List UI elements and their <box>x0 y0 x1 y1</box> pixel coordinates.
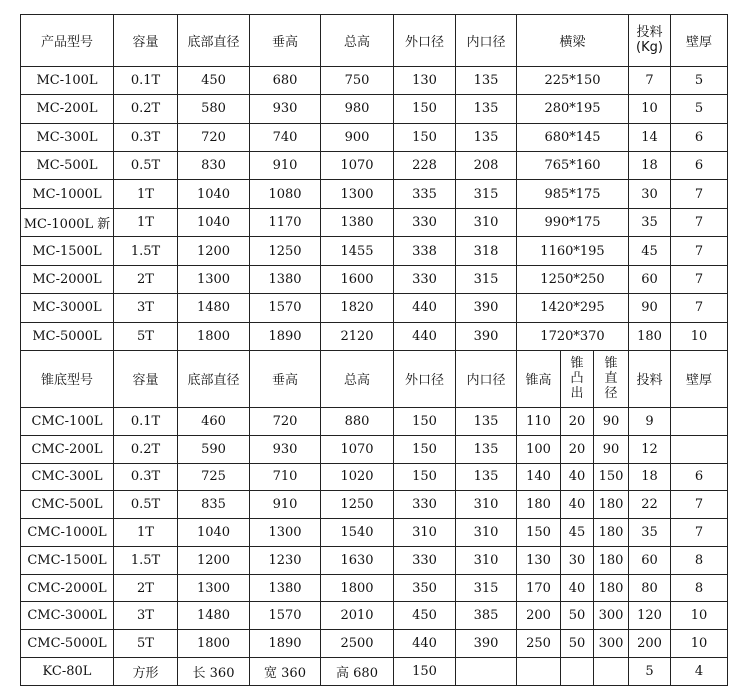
cell-inner: 135 <box>456 66 517 94</box>
cell-inner: 310 <box>456 491 517 519</box>
cell-inner: 315 <box>456 180 517 208</box>
cell-inner <box>456 658 517 686</box>
header-outer-diameter: 外口径 <box>394 15 456 67</box>
cell-vertical: 1380 <box>250 574 321 602</box>
cell-cone-h: 140 <box>517 463 561 491</box>
cell-inner: 390 <box>456 322 517 350</box>
cell-inner: 310 <box>456 546 517 574</box>
cell-wall: 7 <box>671 180 728 208</box>
cell-inner: 135 <box>456 463 517 491</box>
cell-cone-protrude: 50 <box>561 630 594 658</box>
table-row <box>21 180 728 208</box>
header-inner-diameter: 内口径 <box>456 15 517 67</box>
cell-outer: 335 <box>394 180 456 208</box>
cell-vertical: 910 <box>250 152 321 180</box>
cell-wall: 5 <box>671 66 728 94</box>
cell-inner: 390 <box>456 630 517 658</box>
cell-base-dia: 720 <box>178 123 250 151</box>
cell-total: 900 <box>321 123 394 151</box>
cell-feed: 90 <box>629 294 671 322</box>
cell-cone-protrude: 20 <box>561 435 594 463</box>
cell-outer: 310 <box>394 519 456 547</box>
cell-total: 1300 <box>321 180 394 208</box>
cell-capacity: 1.5T <box>114 546 178 574</box>
cell-total: 1600 <box>321 265 394 293</box>
cell-total: 1020 <box>321 463 394 491</box>
cell-vertical: 1380 <box>250 265 321 293</box>
cell-cone-h: 100 <box>517 435 561 463</box>
cell-vertical: 930 <box>250 95 321 123</box>
cell-cone-protrude: 40 <box>561 491 594 519</box>
cell-beam: 1160*195 <box>517 237 629 265</box>
cell-total: 1070 <box>321 435 394 463</box>
cell-wall: 6 <box>671 463 728 491</box>
cell-feed: 14 <box>629 123 671 151</box>
cell-inner: 310 <box>456 208 517 236</box>
header-cone-diameter <box>594 350 629 407</box>
cell-capacity: 1T <box>114 180 178 208</box>
cell-cone-h: 110 <box>517 407 561 435</box>
table-row <box>21 658 728 686</box>
cell-base-dia: 1800 <box>178 322 250 350</box>
cell-inner: 315 <box>456 574 517 602</box>
cell-wall: 5 <box>671 95 728 123</box>
cell-total: 1455 <box>321 237 394 265</box>
cell-base-dia: 835 <box>178 491 250 519</box>
cell-cone-h: 150 <box>517 519 561 547</box>
cell-outer: 350 <box>394 574 456 602</box>
cell-inner: 310 <box>456 519 517 547</box>
cell-feed: 18 <box>629 152 671 180</box>
cell-feed: 180 <box>629 322 671 350</box>
header-base-diameter: 底部直径 <box>178 15 250 67</box>
cell-vertical: 1300 <box>250 519 321 547</box>
cell-cone-dia: 300 <box>594 630 629 658</box>
cell-feed: 120 <box>629 602 671 630</box>
stacked-text: 锥 凸 出 <box>570 356 584 402</box>
header-capacity: 容量 <box>114 350 178 407</box>
cell-cone-dia: 180 <box>594 574 629 602</box>
cell-vertical: 1570 <box>250 294 321 322</box>
cell-beam: 1250*250 <box>517 265 629 293</box>
cell-inner: 315 <box>456 265 517 293</box>
cell-vertical: 1170 <box>250 208 321 236</box>
cell-beam: 765*160 <box>517 152 629 180</box>
cell-cone-protrude: 50 <box>561 602 594 630</box>
cell-total: 2120 <box>321 322 394 350</box>
cell-model: MC-1500L <box>21 237 114 265</box>
cell-outer: 330 <box>394 546 456 574</box>
cell-vertical: 1230 <box>250 546 321 574</box>
table-row <box>21 519 728 547</box>
cell-capacity: 0.2T <box>114 435 178 463</box>
cell-cone-dia: 300 <box>594 602 629 630</box>
cell-outer: 150 <box>394 407 456 435</box>
cell-base-dia: 1300 <box>178 574 250 602</box>
spec-table <box>20 14 728 686</box>
table-row <box>21 435 728 463</box>
cell-base-dia: 1480 <box>178 294 250 322</box>
header-feed: 投料 <box>629 350 671 407</box>
cell-total: 2010 <box>321 602 394 630</box>
table1-header-row <box>21 15 728 67</box>
cell-wall: 7 <box>671 519 728 547</box>
cell-model: CMC-500L <box>21 491 114 519</box>
header-total-height: 总高 <box>321 350 394 407</box>
cell-capacity: 3T <box>114 602 178 630</box>
cell-feed: 45 <box>629 237 671 265</box>
cell-vertical: 1250 <box>250 237 321 265</box>
table-row <box>21 574 728 602</box>
cell-wall: 10 <box>671 602 728 630</box>
cell-capacity: 2T <box>114 574 178 602</box>
cell-wall: 6 <box>671 123 728 151</box>
cell-capacity: 0.5T <box>114 491 178 519</box>
cell-outer: 338 <box>394 237 456 265</box>
cell-base-dia: 1480 <box>178 602 250 630</box>
cell-feed: 22 <box>629 491 671 519</box>
header-cone-protrude <box>561 350 594 407</box>
cell-feed: 35 <box>629 208 671 236</box>
cell-inner: 318 <box>456 237 517 265</box>
cell-wall: 6 <box>671 152 728 180</box>
table-row <box>21 152 728 180</box>
cell-outer: 330 <box>394 208 456 236</box>
cell-wall <box>671 435 728 463</box>
cell-cone-h: 200 <box>517 602 561 630</box>
table-row <box>21 123 728 151</box>
cell-wall: 7 <box>671 237 728 265</box>
table-row <box>21 265 728 293</box>
cell-total: 880 <box>321 407 394 435</box>
cell-outer: 150 <box>394 463 456 491</box>
cell-capacity: 5T <box>114 630 178 658</box>
cell-vertical: 930 <box>250 435 321 463</box>
header-outer-diameter: 外口径 <box>394 350 456 407</box>
table-row <box>21 491 728 519</box>
header-wall: 壁厚 <box>671 15 728 67</box>
cell-cone-protrude: 30 <box>561 546 594 574</box>
cell-base-dia: 580 <box>178 95 250 123</box>
cell-vertical: 1080 <box>250 180 321 208</box>
header-vertical-height: 垂高 <box>250 350 321 407</box>
cell-total: 1070 <box>321 152 394 180</box>
cell-inner: 135 <box>456 407 517 435</box>
cell-total: 2500 <box>321 630 394 658</box>
cell-vertical: 680 <box>250 66 321 94</box>
cell-inner: 135 <box>456 95 517 123</box>
cell-cone-h: 250 <box>517 630 561 658</box>
cell-feed: 30 <box>629 180 671 208</box>
cell-total: 高 680 <box>321 658 394 686</box>
cell-capacity: 1.5T <box>114 237 178 265</box>
table-row <box>21 407 728 435</box>
header-total-height: 总高 <box>321 15 394 67</box>
cell-model: MC-2000L <box>21 265 114 293</box>
cell-outer: 440 <box>394 630 456 658</box>
cell-vertical: 910 <box>250 491 321 519</box>
table-row <box>21 294 728 322</box>
cell-cone-protrude: 40 <box>561 463 594 491</box>
header-cone-height: 锥高 <box>517 350 561 407</box>
cell-base-dia: 1040 <box>178 519 250 547</box>
cell-capacity: 0.3T <box>114 123 178 151</box>
cell-vertical: 1890 <box>250 322 321 350</box>
cell-model: MC-300L <box>21 123 114 151</box>
header-wall: 壁厚 <box>671 350 728 407</box>
cell-base-dia: 1200 <box>178 237 250 265</box>
cell-model: KC-80L <box>21 658 114 686</box>
cell-wall: 7 <box>671 294 728 322</box>
cell-wall: 8 <box>671 574 728 602</box>
cell-feed: 10 <box>629 95 671 123</box>
cell-capacity: 1T <box>114 519 178 547</box>
cell-outer: 228 <box>394 152 456 180</box>
cell-total: 1630 <box>321 546 394 574</box>
cell-cone-h: 130 <box>517 546 561 574</box>
header-feed <box>629 15 671 67</box>
cell-cone-protrude <box>561 658 594 686</box>
cell-model: MC-200L <box>21 95 114 123</box>
cell-wall: 10 <box>671 322 728 350</box>
header-inner-diameter: 内口径 <box>456 350 517 407</box>
cell-feed: 35 <box>629 519 671 547</box>
header-cone-model: 锥底型号 <box>21 350 114 407</box>
cell-inner: 385 <box>456 602 517 630</box>
cell-cone-h <box>517 658 561 686</box>
header-vertical-height: 垂高 <box>250 15 321 67</box>
cell-wall <box>671 407 728 435</box>
cell-outer: 440 <box>394 322 456 350</box>
cell-feed: 80 <box>629 574 671 602</box>
cell-total: 750 <box>321 66 394 94</box>
cell-capacity: 0.5T <box>114 152 178 180</box>
cell-feed: 5 <box>629 658 671 686</box>
cell-model: CMC-300L <box>21 463 114 491</box>
cell-outer: 440 <box>394 294 456 322</box>
cell-inner: 208 <box>456 152 517 180</box>
table2-header-row <box>21 350 728 407</box>
cell-outer: 150 <box>394 435 456 463</box>
cell-model: CMC-100L <box>21 407 114 435</box>
cell-cone-protrude: 40 <box>561 574 594 602</box>
cell-capacity: 5T <box>114 322 178 350</box>
table-row <box>21 630 728 658</box>
cell-model: MC-100L <box>21 66 114 94</box>
table-row <box>21 66 728 94</box>
cell-total: 980 <box>321 95 394 123</box>
cell-wall: 8 <box>671 546 728 574</box>
cell-cone-dia <box>594 658 629 686</box>
cell-feed: 9 <box>629 407 671 435</box>
cell-beam: 680*145 <box>517 123 629 151</box>
cell-total: 1250 <box>321 491 394 519</box>
table-row <box>21 208 728 236</box>
cell-outer: 130 <box>394 66 456 94</box>
cell-base-dia: 1300 <box>178 265 250 293</box>
cell-beam: 985*175 <box>517 180 629 208</box>
header-base-diameter: 底部直径 <box>178 350 250 407</box>
cell-capacity: 方形 <box>114 658 178 686</box>
table-row <box>21 322 728 350</box>
header-capacity: 容量 <box>114 15 178 67</box>
cell-capacity: 3T <box>114 294 178 322</box>
table-row <box>21 95 728 123</box>
cell-model: CMC-200L <box>21 435 114 463</box>
cell-inner: 135 <box>456 435 517 463</box>
cell-total: 1800 <box>321 574 394 602</box>
cell-model: MC-5000L <box>21 322 114 350</box>
table-row <box>21 463 728 491</box>
cell-base-dia: 1200 <box>178 546 250 574</box>
cell-beam: 1420*295 <box>517 294 629 322</box>
cell-base-dia: 725 <box>178 463 250 491</box>
cell-vertical: 1570 <box>250 602 321 630</box>
cell-base-dia: 1800 <box>178 630 250 658</box>
cell-cone-h: 170 <box>517 574 561 602</box>
cell-capacity: 2T <box>114 265 178 293</box>
cell-model: CMC-2000L <box>21 574 114 602</box>
table-row <box>21 602 728 630</box>
cell-vertical: 710 <box>250 463 321 491</box>
cell-wall: 4 <box>671 658 728 686</box>
stacked-text: 锥 直 径 <box>604 356 618 402</box>
cell-outer: 330 <box>394 265 456 293</box>
cell-outer: 330 <box>394 491 456 519</box>
cell-outer: 150 <box>394 95 456 123</box>
cell-model: CMC-3000L <box>21 602 114 630</box>
cell-feed: 60 <box>629 265 671 293</box>
cell-cone-protrude: 20 <box>561 407 594 435</box>
cell-capacity: 1T <box>114 208 178 236</box>
cell-capacity: 0.1T <box>114 407 178 435</box>
cell-total: 1540 <box>321 519 394 547</box>
cell-capacity: 0.3T <box>114 463 178 491</box>
cell-cone-dia: 150 <box>594 463 629 491</box>
cell-inner: 135 <box>456 123 517 151</box>
cell-beam: 1720*370 <box>517 322 629 350</box>
cell-beam: 990*175 <box>517 208 629 236</box>
table-row <box>21 546 728 574</box>
cell-inner: 390 <box>456 294 517 322</box>
cell-cone-dia: 180 <box>594 491 629 519</box>
cell-wall: 7 <box>671 265 728 293</box>
cell-outer: 450 <box>394 602 456 630</box>
header-feed-line1: 投料 <box>636 25 663 41</box>
header-beam: 横梁 <box>517 15 629 67</box>
cell-base-dia: 1040 <box>178 180 250 208</box>
cell-feed: 60 <box>629 546 671 574</box>
cell-vertical: 宽 360 <box>250 658 321 686</box>
cell-base-dia: 长 360 <box>178 658 250 686</box>
cell-beam: 225*150 <box>517 66 629 94</box>
cell-model: CMC-1000L <box>21 519 114 547</box>
cell-feed: 18 <box>629 463 671 491</box>
cell-model: CMC-1500L <box>21 546 114 574</box>
cell-cone-dia: 90 <box>594 407 629 435</box>
cell-total: 1820 <box>321 294 394 322</box>
cell-model: MC-1000L <box>21 180 114 208</box>
cell-base-dia: 460 <box>178 407 250 435</box>
cell-model: MC-3000L <box>21 294 114 322</box>
cell-wall: 7 <box>671 208 728 236</box>
cell-base-dia: 830 <box>178 152 250 180</box>
cell-beam: 280*195 <box>517 95 629 123</box>
cell-cone-dia: 180 <box>594 546 629 574</box>
cell-outer: 150 <box>394 658 456 686</box>
cell-feed: 7 <box>629 66 671 94</box>
cell-cone-dia: 90 <box>594 435 629 463</box>
cell-wall: 10 <box>671 630 728 658</box>
cell-base-dia: 450 <box>178 66 250 94</box>
cell-base-dia: 1040 <box>178 208 250 236</box>
cell-vertical: 740 <box>250 123 321 151</box>
cell-outer: 150 <box>394 123 456 151</box>
cell-capacity: 0.2T <box>114 95 178 123</box>
cell-vertical: 1890 <box>250 630 321 658</box>
cell-capacity: 0.1T <box>114 66 178 94</box>
cell-total: 1380 <box>321 208 394 236</box>
header-model: 产品型号 <box>21 15 114 67</box>
cell-cone-dia: 180 <box>594 519 629 547</box>
cell-model: MC-1000L 新 <box>21 208 114 236</box>
cell-base-dia: 590 <box>178 435 250 463</box>
cell-vertical: 720 <box>250 407 321 435</box>
cell-cone-h: 180 <box>517 491 561 519</box>
cell-wall: 7 <box>671 491 728 519</box>
table-row <box>21 237 728 265</box>
cell-feed: 200 <box>629 630 671 658</box>
cell-model: MC-500L <box>21 152 114 180</box>
cell-model: CMC-5000L <box>21 630 114 658</box>
cell-feed: 12 <box>629 435 671 463</box>
header-feed-line2: (Kg) <box>636 40 663 56</box>
cell-cone-protrude: 45 <box>561 519 594 547</box>
